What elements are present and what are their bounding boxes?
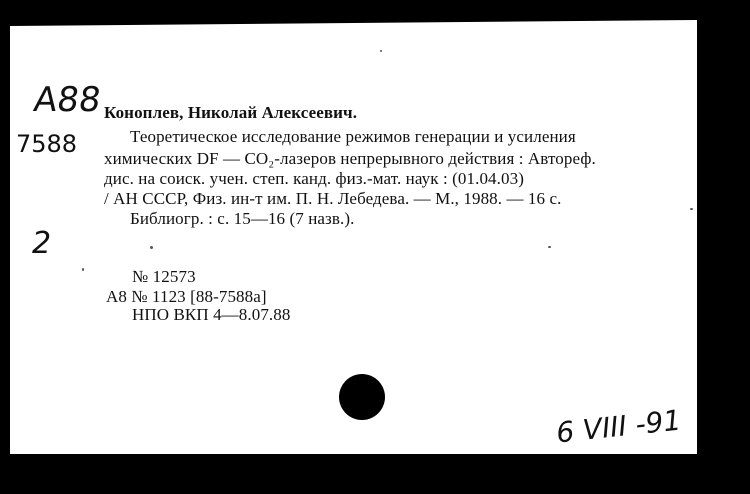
body-line-4: / АН СССР, Физ. ин-т им. П. Н. Лебедева. — М., 1988. — 16 с. bbox=[104, 189, 562, 208]
body-line-2: химических DF — CO₂-лазеров непрерывного действия : Автореф. bbox=[104, 149, 596, 168]
handwritten-shelfmark-bottom: 7588 bbox=[16, 130, 78, 158]
speck bbox=[150, 246, 153, 249]
body-line-5: Библиогр. : с. 15—16 (7 назв.). bbox=[130, 209, 355, 228]
record-shelf-number: A8 № 1123 [88-7588a] bbox=[106, 287, 267, 306]
author-heading: Коноплев, Николай Алексеевич. bbox=[104, 103, 358, 122]
record-producer-date: НПО ВКП 4—8.07.88 bbox=[132, 305, 291, 324]
handwritten-margin-mark: 2 bbox=[32, 226, 52, 261]
body-line-1: Теоретическое исследование режимов генерации и усиления bbox=[130, 127, 576, 146]
punch-hole bbox=[339, 374, 385, 420]
handwritten-shelfmark-top: A88 bbox=[31, 80, 104, 120]
speck bbox=[82, 268, 84, 271]
speck bbox=[690, 208, 693, 210]
record-number: № 12573 bbox=[132, 267, 196, 286]
handwritten-date-note: 6 VIII -91 bbox=[554, 403, 683, 450]
speck bbox=[380, 50, 382, 52]
speck bbox=[548, 246, 551, 248]
body-line-3: дис. на соиск. учен. степ. канд. физ.-мат. наук : (01.04.03) bbox=[104, 169, 524, 188]
